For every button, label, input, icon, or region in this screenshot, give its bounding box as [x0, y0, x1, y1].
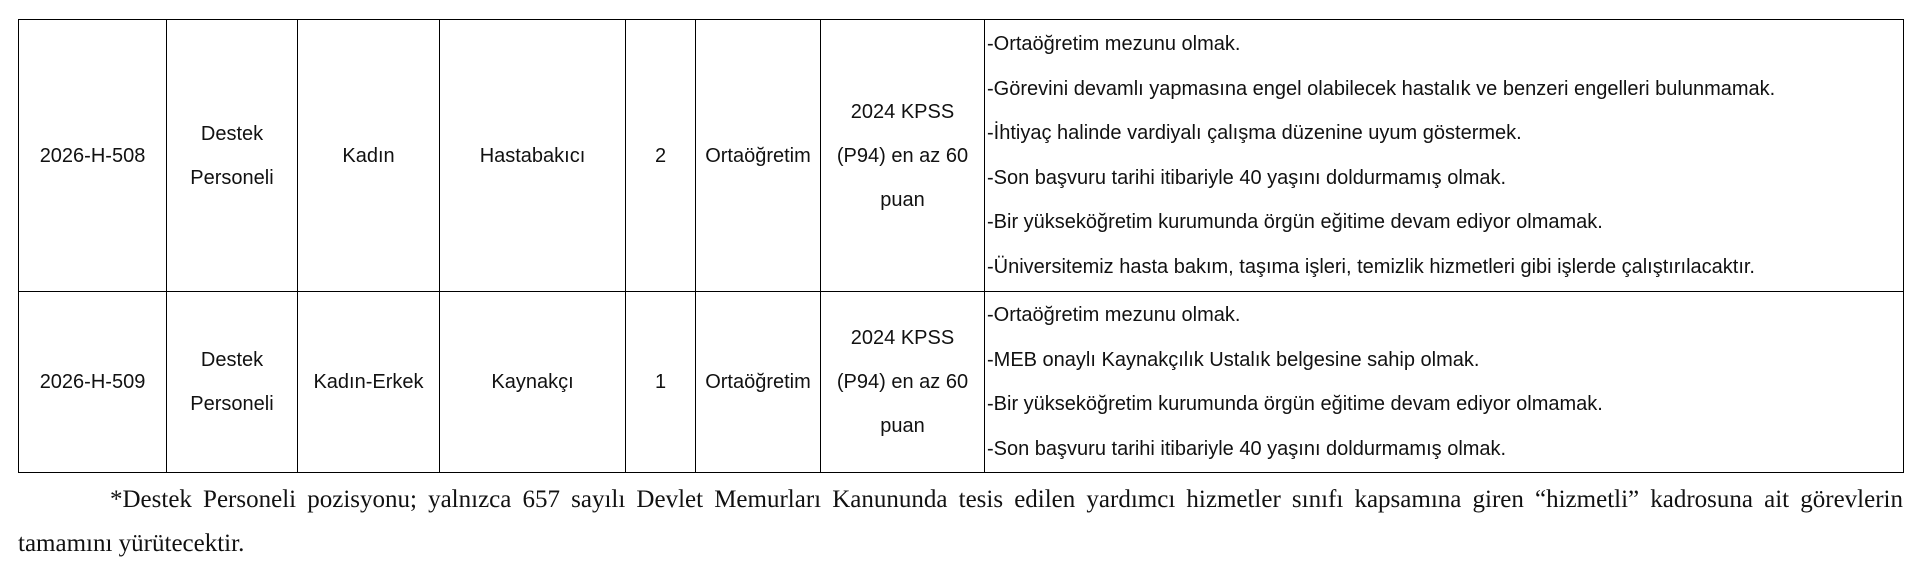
table-row [19, 292, 1904, 473]
table-row [19, 20, 1904, 292]
footnote [18, 478, 1903, 566]
requirement-item: -MEB onaylı Kaynakçılık Ustalık belgesine sahip olmak. [987, 348, 1480, 371]
requirement-item: -İhtiyaç halinde vardiyalı çalışma düzenine uyum göstermek. [987, 122, 1522, 144]
position-requirements [985, 292, 1904, 473]
footnote-text: *Destek Personeli pozisyonu; yalnızca 657 sayılı Devlet Memurları Kanununda tesis edilen yardımcı hizmetler sınıfı kapsamına giren “hizmetli” kadrosuna ait görevlerin tamamını yürütecektir. [18, 486, 1903, 557]
position-category: Destek Personeli [167, 20, 298, 292]
requirement-item: -Bir yükseköğretim kurumunda örgün eğitime devam ediyor olmamak. [987, 211, 1603, 233]
position-gender: Kadın [298, 20, 440, 292]
position-title: Kaynakçı [440, 292, 626, 473]
requirement-item: -Bir yükseköğretim kurumunda örgün eğitime devam ediyor olmamak. [987, 393, 1603, 415]
requirement-item: -Görevini devamlı yapmasına engel olabilecek hastalık ve benzeri engelleri bulunmamak. [987, 77, 1776, 100]
position-code: 2026-H-508 [19, 20, 167, 292]
position-count: 1 [626, 292, 696, 473]
position-kpss: 2024 KPSS (P94) en az 60 puan [821, 292, 985, 473]
position-title: Hastabakıcı [440, 20, 626, 292]
position-kpss: 2024 KPSS (P94) en az 60 puan [821, 20, 985, 292]
position-education: Ortaöğretim [696, 292, 821, 473]
requirement-item: -Son başvuru tarihi itibariyle 40 yaşını doldurmamış olmak. [987, 437, 1507, 460]
positions-table [18, 19, 1904, 473]
requirement-item: -Ortaöğretim mezunu olmak. [987, 304, 1241, 326]
position-code: 2026-H-509 [19, 292, 167, 473]
position-requirements [985, 20, 1904, 292]
requirement-item: -Son başvuru tarihi itibariyle 40 yaşını doldurmamış olmak. [987, 166, 1507, 189]
position-category: Destek Personeli [167, 292, 298, 473]
position-gender: Kadın-Erkek [298, 292, 440, 473]
requirement-item: -Ortaöğretim mezunu olmak. [987, 33, 1241, 55]
requirement-item: -Üniversitemiz hasta bakım, taşıma işleri, temizlik hizmetleri gibi işlerde çalıştırılacaktır. [987, 255, 1755, 278]
position-count: 2 [626, 20, 696, 292]
position-education: Ortaöğretim [696, 20, 821, 292]
